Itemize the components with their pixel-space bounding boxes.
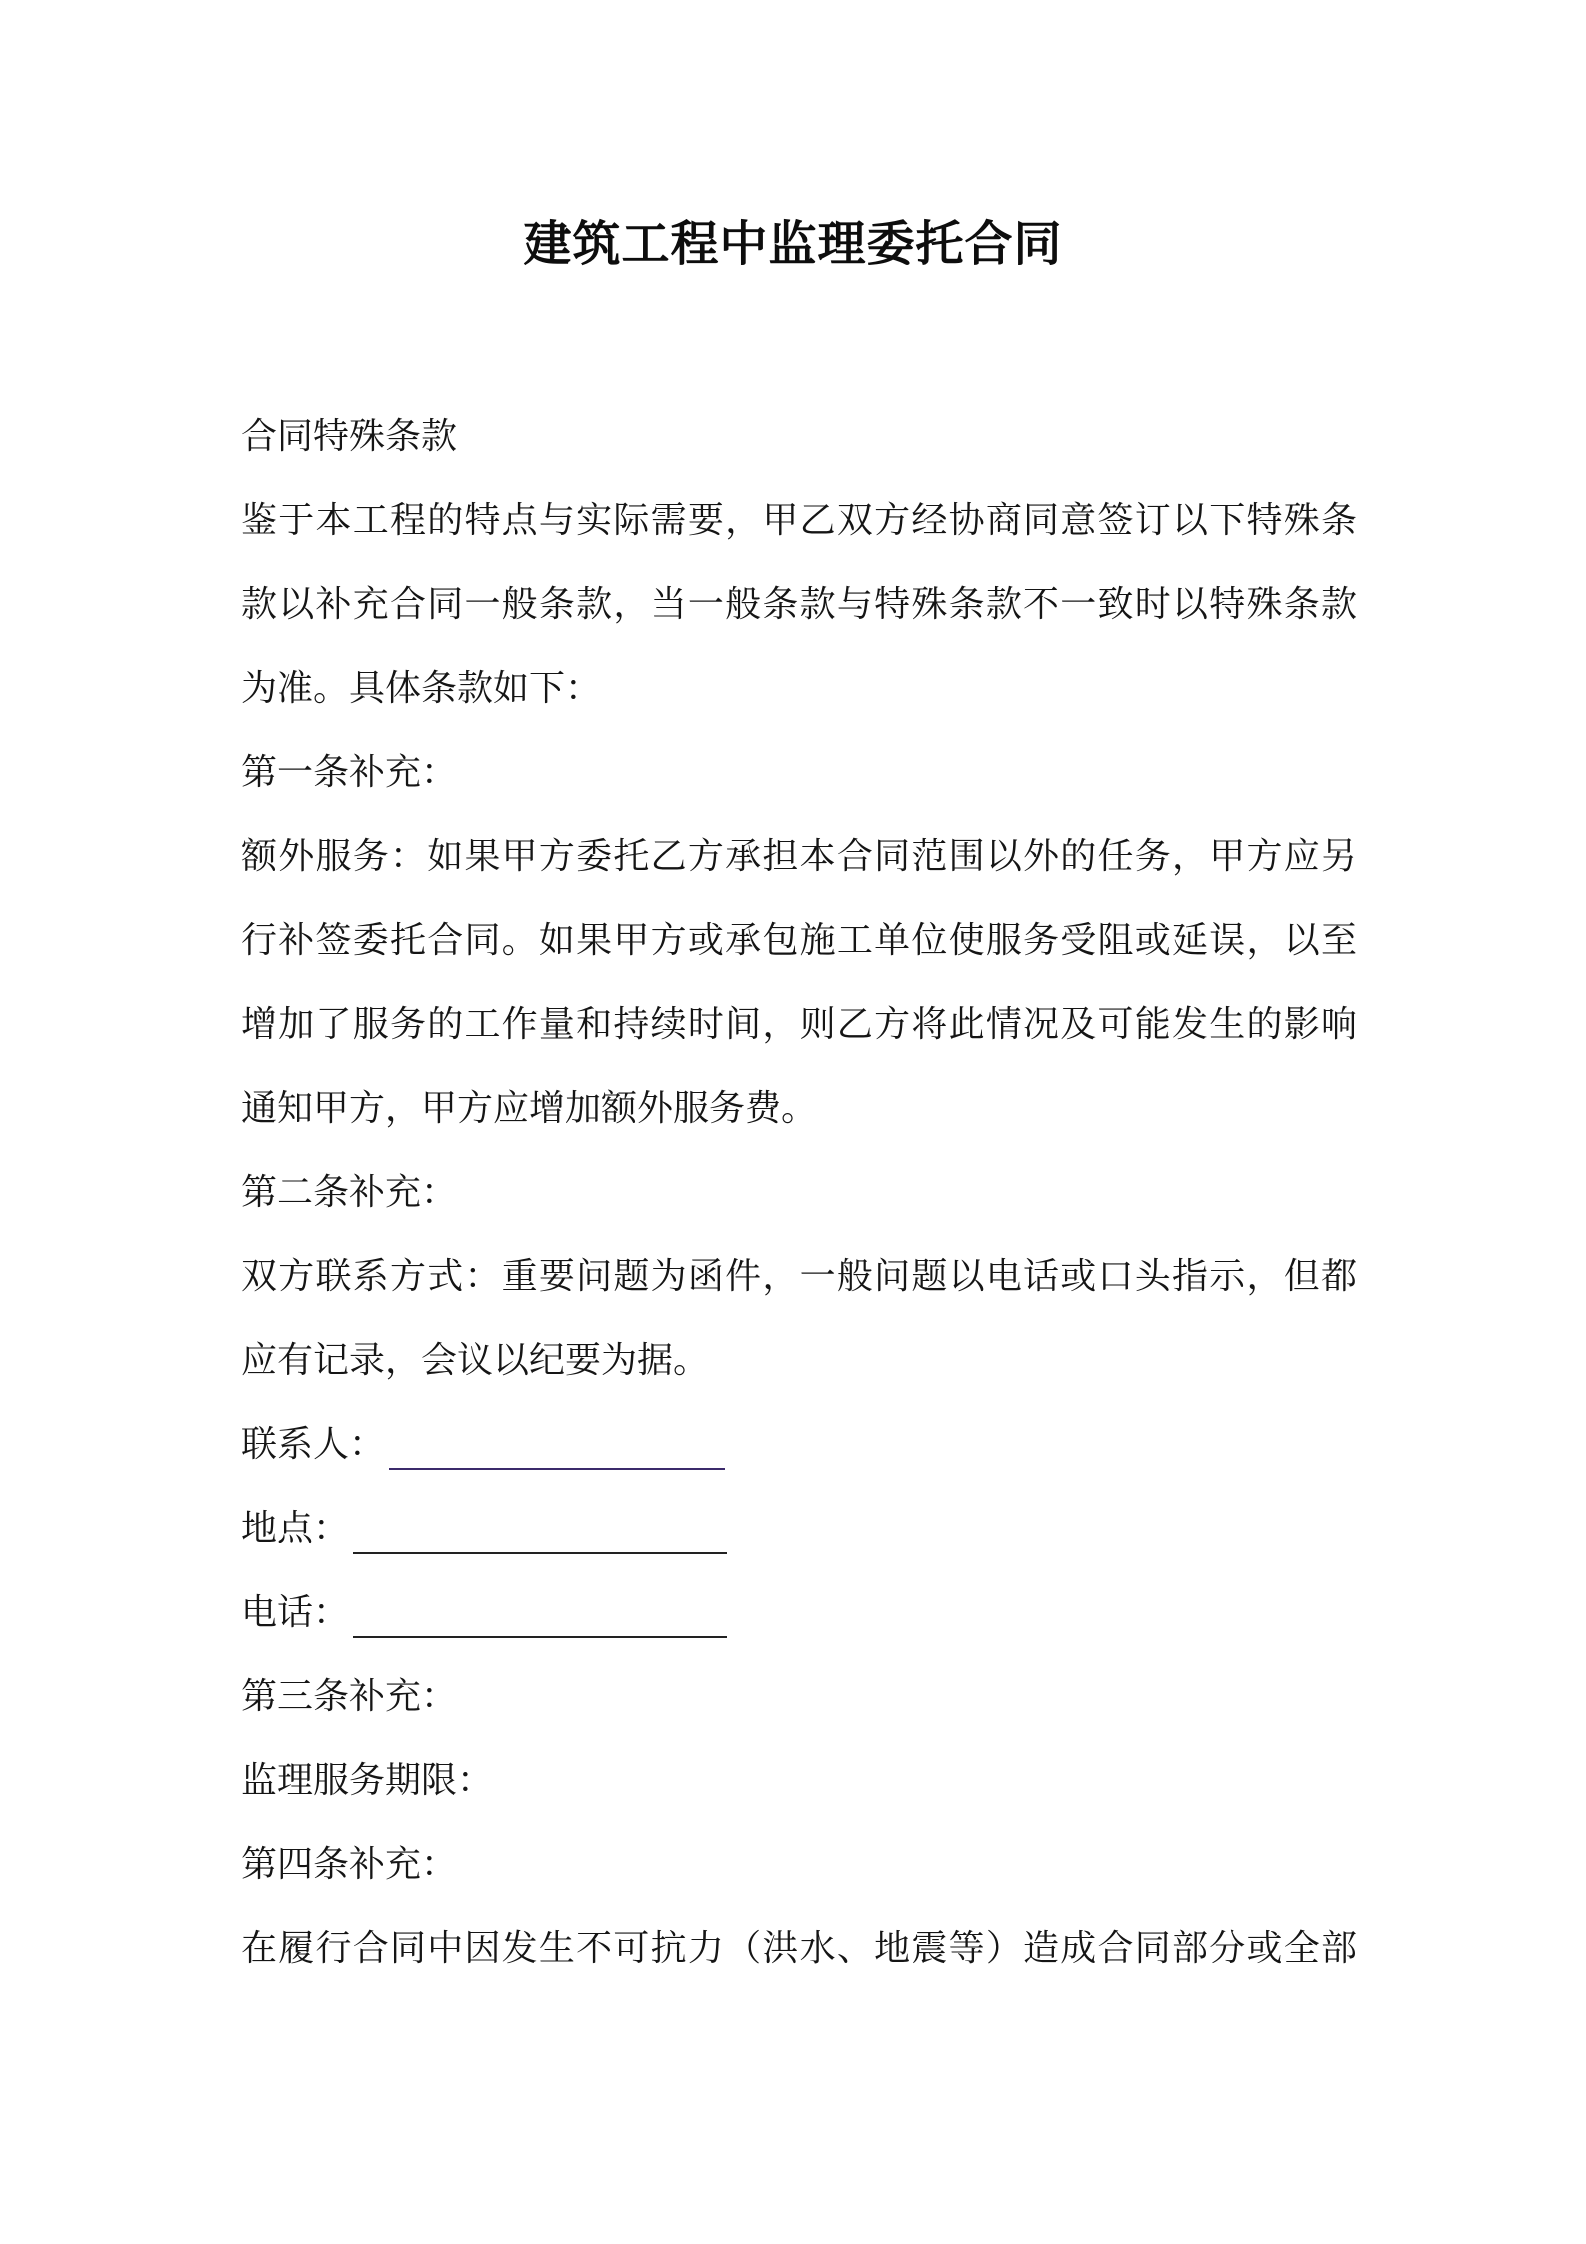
- article-3-line: 监理服务期限：: [241, 1760, 494, 1801]
- location-label: 地点：: [241, 1508, 350, 1549]
- document-title: 建筑工程中监理委托合同: [523, 216, 1063, 272]
- article-2-line-2: 应有记录，会议以纪要为据。: [241, 1340, 710, 1381]
- article-2-line-1: 双方联系方式：重要问题为函件，一般问题以电话或口头指示，但都: [241, 1256, 1357, 1297]
- intro-line-2: 款以补充合同一般条款，当一般条款与特殊条款不一致时以特殊条款: [241, 584, 1357, 625]
- article-1-heading: 第一条补充：: [241, 752, 458, 793]
- article-1-line-2: 行补签委托合同。如果甲方或承包施工单位使服务受阻或延误，以至: [241, 920, 1357, 961]
- contact-person-row: [241, 1420, 725, 1470]
- article-1-line-3: 增加了服务的工作量和持续时间，则乙方将此情况及可能发生的影响: [241, 1004, 1357, 1045]
- intro-line-1: 鉴于本工程的特点与实际需要，甲乙双方经协商同意签订以下特殊条: [241, 500, 1357, 541]
- location-blank: [353, 1514, 727, 1554]
- contact-person-label: 联系人：: [241, 1424, 386, 1465]
- article-1-line-1: 额外服务：如果甲方委托乙方承担本合同范围以外的任务，甲方应另: [241, 836, 1357, 877]
- article-2-heading: 第二条补充：: [241, 1172, 458, 1213]
- phone-row: [241, 1588, 727, 1638]
- phone-blank: [353, 1598, 727, 1638]
- article-4-heading: 第四条补充：: [241, 1844, 458, 1885]
- location-row: [241, 1504, 727, 1554]
- article-1-line-4: 通知甲方，甲方应增加额外服务费。: [241, 1088, 818, 1129]
- article-4-line: 在履行合同中因发生不可抗力（洪水、地震等）造成合同部分或全部: [241, 1928, 1357, 1969]
- article-3-heading: 第三条补充：: [241, 1676, 458, 1717]
- phone-label: 电话：: [241, 1592, 350, 1633]
- intro-line-3: 为准。具体条款如下：: [241, 668, 602, 709]
- contact-person-blank: [389, 1430, 725, 1470]
- section-heading: 合同特殊条款: [241, 416, 458, 457]
